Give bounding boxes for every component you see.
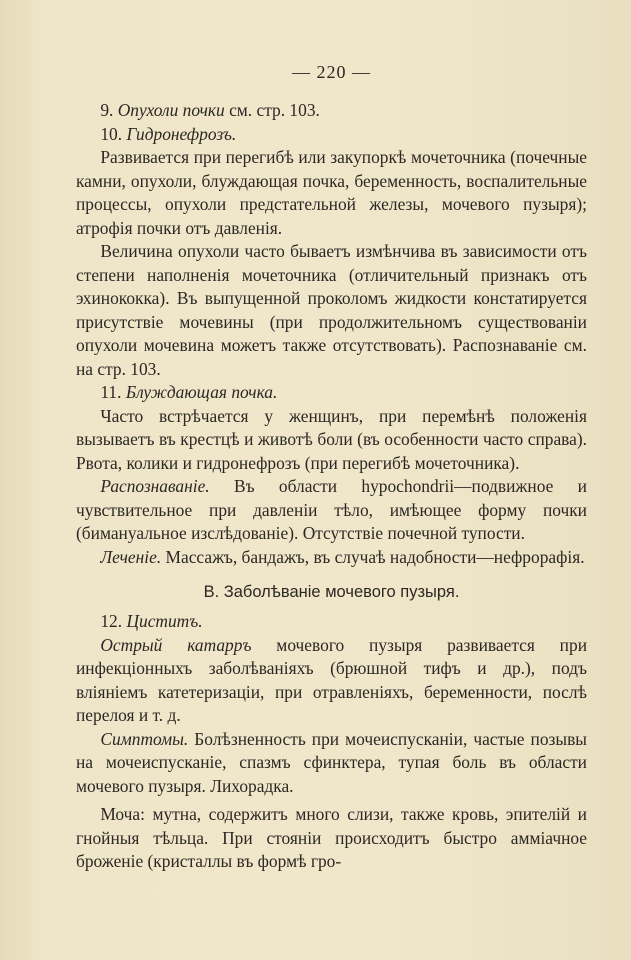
treatment-text: Массажъ, бандажъ, въ случаѣ надобности—нефрорафія. bbox=[161, 546, 585, 567]
paragraph-acute-catarrh bbox=[76, 634, 587, 728]
item-10-heading: Гидронефрозъ. bbox=[126, 123, 237, 144]
item-11-heading: Блуждающая почка. bbox=[125, 382, 278, 402]
acute-catarrh-label: Острый катарръ bbox=[100, 634, 252, 655]
page-number: — 220 — bbox=[292, 62, 371, 82]
item-10 bbox=[76, 123, 587, 147]
item-10-number: 10. bbox=[100, 123, 127, 144]
paragraph-symptoms bbox=[76, 728, 587, 799]
paragraph-hydronephrosis-size: Величина опухоли часто бываетъ измѣнчива въ зависимости отъ степени наполненія мочеточника (отличительный признакъ отъ эхинококка). Въ выпущенной проколомъ жидкости констатируется присутствіе мочевины (при продолжительномъ существованіи опухоли мочевина можетъ также отсутствовать). Распознаваніе см. на стр. 103. bbox=[76, 241, 587, 379]
item-12 bbox=[76, 610, 587, 634]
paragraph-diagnosis bbox=[76, 475, 587, 546]
paragraph-hydronephrosis-causes: Развивается при перегибѣ или закупоркѣ мочеточника (почечные камни, опухоли, блуждающая почка, беременность, воспалительные процессы, опухоли предстательной железы, мочевого пузыря); атрофія почки отъ давленія. bbox=[76, 147, 587, 238]
symptoms-text: Болѣзненность при мочеиспусканіи, частые позывы на мочеиспусканіе, спазмъ сфинктера, тупая боль въ области мочевого пузыря. Лихорадка. bbox=[76, 728, 587, 796]
item-12-heading: Циститъ. bbox=[126, 611, 203, 631]
diagnosis-label: Распознаваніе. bbox=[100, 476, 210, 496]
paragraph-treatment bbox=[76, 546, 587, 570]
paragraph-urine: Моча: мутна, содержитъ много слизи, также кровь, эпителій и гнойныя тѣльца. При стояніи происходитъ быстро амміачное броженіе (кристаллы въ формѣ гро- bbox=[76, 804, 587, 871]
acute-catarrh-text: мочевого пузыря развивается при инфекціонныхъ заболѣваніяхъ (брюшной тифъ и др.), подъ вліяніемъ катетеризаціи, при отравленіяхъ, беременности, послѣ перелоя и т. д. bbox=[76, 634, 587, 725]
diagnosis-text: Въ области hypochondrii—подвижное и чувствительное при давленіи тѣло, имѣющее форму почки (бимануальное изслѣдованіе). Отсутствіе почечной тупости. bbox=[76, 476, 587, 543]
symptoms-label: Симптомы. bbox=[100, 728, 189, 749]
treatment-label: Леченіе. bbox=[100, 546, 162, 567]
item-9-heading: Опухоли почки bbox=[117, 100, 225, 120]
item-11-number: 11. bbox=[100, 382, 126, 402]
item-9-reference: см. стр. 103. bbox=[224, 100, 320, 120]
item-9 bbox=[76, 99, 587, 123]
item-9-number: 9. bbox=[100, 100, 118, 120]
section-heading: В. Заболѣваніе мочевого пузыря. bbox=[203, 583, 460, 601]
item-12-number: 12. bbox=[100, 611, 127, 631]
item-11 bbox=[76, 381, 587, 405]
paragraph-wandering-kidney: Часто встрѣчается у женщинъ, при перемѣнѣ положенія вызываетъ въ крестцѣ и животѣ боли (въ особенности часто справа). Рвота, колики и гидронефрозъ (при перегибѣ мочеточника). bbox=[76, 405, 587, 473]
